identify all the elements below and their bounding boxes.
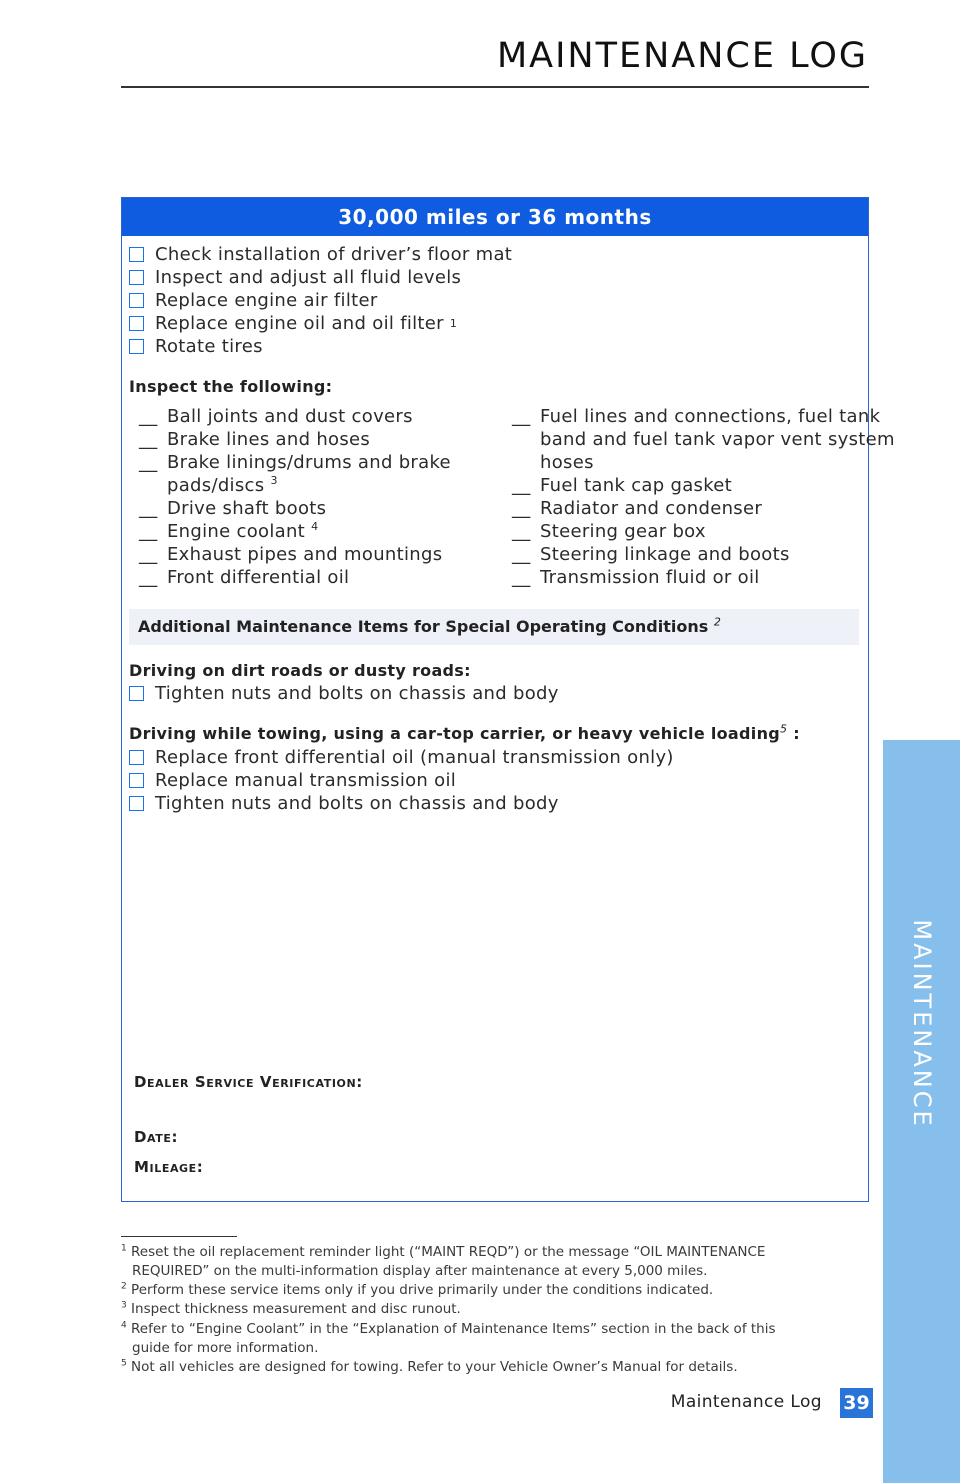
checkbox[interactable]	[129, 773, 144, 788]
dealer-verification-label: Dealer Service Verification:	[134, 1073, 363, 1091]
checkbox[interactable]	[129, 686, 144, 701]
inspect-item: __ Fuel tank cap gasket	[512, 475, 733, 496]
inspect-item: __ Steering gear box	[512, 521, 706, 542]
inspect-item: __ Front differential oil	[139, 567, 350, 588]
inspect-item: __ Transmission fluid or oil	[512, 567, 760, 588]
checkbox[interactable]	[129, 750, 144, 765]
maintenance-card	[121, 197, 895, 1202]
date-label: Date:	[134, 1128, 179, 1146]
checklist-item[interactable]: Rotate tires	[129, 336, 263, 357]
inspect-item: __ Ball joints and dust covers	[139, 406, 413, 427]
checkbox[interactable]	[129, 270, 144, 285]
checkbox[interactable]	[129, 796, 144, 811]
section-tab	[883, 740, 960, 1483]
footnote: $^2$ Perform these service items only if you drive primarily under the conditions indicated.	[121, 1281, 714, 1298]
mileage-label: Mileage:	[134, 1158, 204, 1176]
checklist-item[interactable]: Tighten nuts and bolts on chassis and body	[129, 683, 559, 704]
card-header: 30,000 miles or 36 months	[122, 198, 868, 236]
inspect-heading: Inspect the following:	[129, 377, 333, 396]
page-title: MAINTENANCE LOG	[496, 36, 868, 76]
footnote-divider	[121, 1236, 237, 1237]
checklist-item[interactable]: Replace manual transmission oil	[129, 770, 456, 791]
inspect-item: __ Brake linings/drums and brake	[139, 452, 451, 473]
checklist-item[interactable]: Check installation of driver’s floor mat	[129, 244, 512, 265]
footnote: $^3$ Inspect thickness measurement and disc runout.	[121, 1300, 461, 1317]
page-number: 39	[840, 1388, 873, 1418]
checklist-item[interactable]: Replace engine air filter	[129, 290, 378, 311]
footnote: $^4$ Refer to “Engine Coolant” in the “Explanation of Maintenance Items” section in the back of this	[121, 1320, 776, 1337]
inspect-item-cont: band and fuel tank vapor vent system	[540, 429, 895, 450]
inspect-item: __ Engine coolant $^4$	[139, 520, 319, 542]
title-divider	[121, 86, 869, 88]
inspect-item-cont: pads/discs $^3$	[167, 474, 278, 496]
dirt-roads-heading: Driving on dirt roads or dusty roads:	[129, 661, 471, 680]
inspect-item: __ Steering linkage and boots	[512, 544, 790, 565]
inspect-item: __ Fuel lines and connections, fuel tank	[512, 406, 881, 427]
footnote: $^5$ Not all vehicles are designed for towing. Refer to your Vehicle Owner’s Manual for details.	[121, 1358, 738, 1375]
towing-heading: Driving while towing, using a car-top carrier, or heavy vehicle loading$^5$ :	[129, 722, 800, 743]
additional-maintenance-banner: Additional Maintenance Items for Special Operating Conditions $^2$	[129, 609, 859, 645]
footer-label: Maintenance Log	[670, 1392, 822, 1412]
footnote: $^1$ Reset the oil replacement reminder light (“MAINT REQD”) or the message “OIL MAINTENANCE	[121, 1243, 766, 1260]
checklist-item[interactable]: Tighten nuts and bolts on chassis and body	[129, 793, 559, 814]
inspect-item: __ Radiator and condenser	[512, 498, 763, 519]
inspect-item-cont: hoses	[540, 452, 594, 473]
checkbox[interactable]	[129, 316, 144, 331]
checklist-item[interactable]: Replace front differential oil (manual transmission only)	[129, 747, 674, 768]
footnote-cont: REQUIRED” on the multi-information display after maintenance at every 5,000 miles.	[132, 1263, 708, 1279]
inspect-item: __ Brake lines and hoses	[139, 429, 371, 450]
checkbox[interactable]	[129, 293, 144, 308]
checkbox[interactable]	[129, 339, 144, 354]
footnote-cont: guide for more information.	[132, 1340, 319, 1356]
checklist-item[interactable]: Replace engine oil and oil filter 1	[129, 313, 457, 334]
checkbox[interactable]	[129, 247, 144, 262]
inspect-item: __ Exhaust pipes and mountings	[139, 544, 443, 565]
section-tab-label: MAINTENANCE	[907, 919, 936, 1129]
inspect-item: __ Drive shaft boots	[139, 498, 327, 519]
checklist-item[interactable]: Inspect and adjust all fluid levels	[129, 267, 461, 288]
